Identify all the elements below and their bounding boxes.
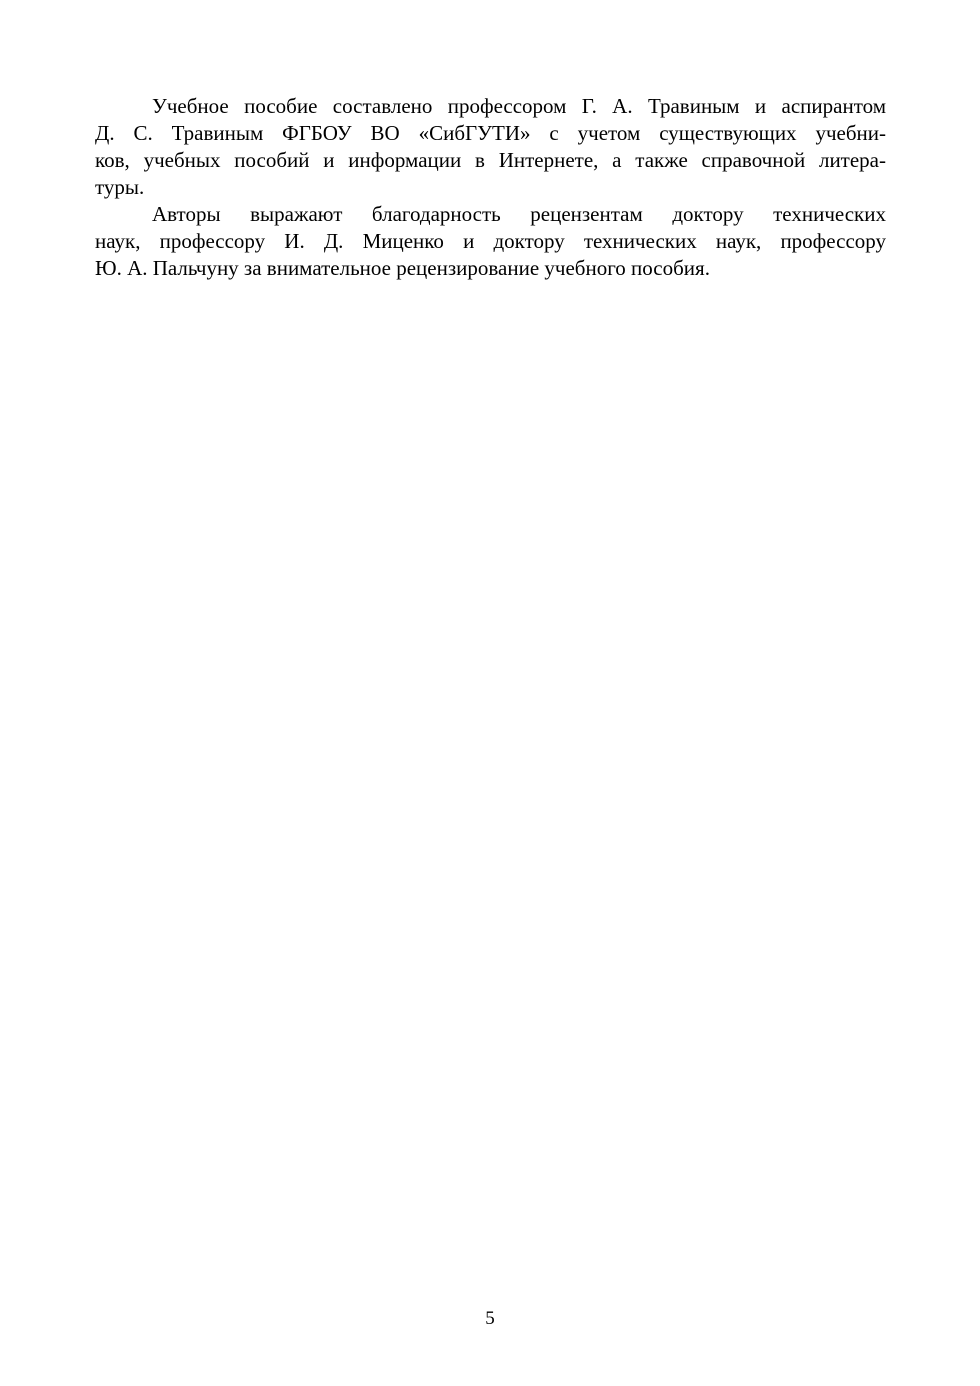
- paragraph-line: наук, профессору И. Д. Миценко и доктору технических наук, профессору: [95, 229, 886, 253]
- body-text: [95, 93, 886, 282]
- paragraph-authors: [95, 93, 886, 201]
- paragraph-line: Д. С. Травиным ФГБОУ ВО «СибГУТИ» с учетом существующих учебни-: [95, 121, 886, 145]
- paragraph-line: Авторы выражают благодарность рецензентам доктору технических: [152, 202, 886, 226]
- paragraph-line: Учебное пособие составлено профессором Г. А. Травиным и аспирантом: [152, 94, 886, 118]
- paragraph-line: ков, учебных пособий и информации в Интернете, а также справочной литера-: [95, 148, 886, 172]
- paragraph-line: туры.: [95, 175, 145, 199]
- paragraph-acknowledgements: [95, 201, 886, 282]
- page-number: 5: [485, 1308, 495, 1329]
- paragraph-line: Ю. А. Пальчуну за внимательное рецензирование учебного пособия.: [95, 256, 710, 280]
